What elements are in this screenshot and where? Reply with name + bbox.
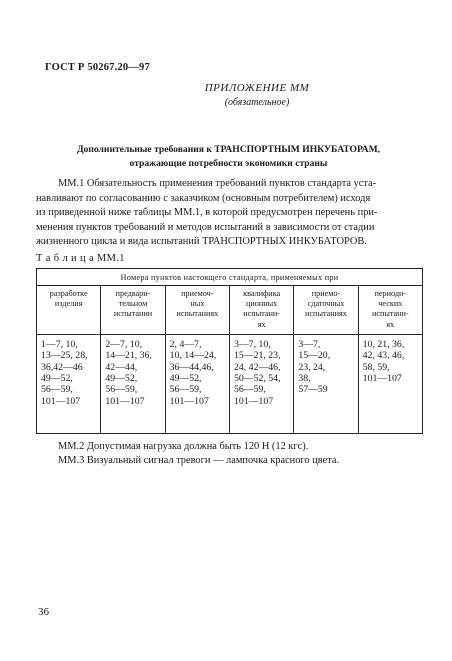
header-line: ционных <box>246 299 278 309</box>
cell-line: 23, 24, <box>298 361 326 373</box>
header-line: изделия <box>54 299 83 309</box>
cell-line: 58, 59, <box>362 361 390 373</box>
cell-line: 49—52, <box>169 373 202 385</box>
section-heading-line: Дополнительные требования к ТРАНСПОРТНЫМ ИНКУБАТОРАМ, <box>76 144 381 155</box>
appendix-status: (обязательное) <box>224 97 290 108</box>
cell-line: 10, 21, 36, <box>362 338 405 350</box>
paragraph-line: навливают по согласованию с заказчиком (основным потребителем) исходя <box>36 192 371 204</box>
standard-code: ГОСТ Р 50267.20—97 <box>45 62 150 73</box>
cell-line: 42—44, <box>105 361 138 373</box>
section-heading <box>36 143 421 171</box>
cell-line: 15—20, <box>298 350 331 362</box>
cell-qualification <box>229 334 293 433</box>
column-header-qualification <box>229 286 293 335</box>
cell-line: 56—59, <box>233 384 266 396</box>
header-line: испытании <box>113 309 153 319</box>
cell-line: 101—107 <box>105 395 145 407</box>
cell-line: 49—52, <box>105 373 138 385</box>
paragraph-line: ММ.1 Обязательность применения требований пунктов стандарта уста- <box>58 178 377 189</box>
paragraph-line: жизненного цикла и вида испытаний ТРАНСПОРТНЫХ ИНКУБАТОРОВ. <box>36 236 367 248</box>
cell-line: 15—21, 23, <box>233 350 281 362</box>
appendix-title: ПРИЛОЖЕНИЕ ММ <box>204 82 310 94</box>
cell-development <box>37 334 101 433</box>
cell-acceptance <box>165 334 229 433</box>
cell-line: 101—107 <box>41 395 81 407</box>
cell-line: 14—21, 36, <box>105 350 152 362</box>
header-line: испытани- <box>243 309 280 319</box>
column-header-delivery <box>294 286 358 335</box>
cell-line: 49—52, <box>41 373 73 385</box>
column-header-periodic <box>358 286 422 335</box>
cell-line: 10, 14—24, <box>169 350 217 362</box>
header-line: предвари- <box>115 289 151 298</box>
header-line: разработке <box>49 289 88 298</box>
cell-line: 57—59 <box>298 384 328 396</box>
section-heading-line: отражающие потребности экономики страны <box>129 158 328 169</box>
cell-line: 101—107 <box>233 395 274 407</box>
cell-periodic <box>358 334 422 433</box>
column-header-development <box>37 286 101 335</box>
paragraph-line: из приведенной ниже таблицы ММ.1, в которой предусмотрен перечень при- <box>36 207 378 219</box>
cell-line: 36,42—46 <box>41 361 83 373</box>
paragraph-line: менения пунктов требований и методов испытаний в зависимости от стадии <box>36 221 375 233</box>
column-header-acceptance <box>165 286 229 335</box>
cell-line: 24, 42—46, <box>233 361 281 373</box>
table-caption: Т а б л и ц а ММ.1 <box>36 253 125 264</box>
cell-line: 1—7, 10, <box>41 338 78 350</box>
cell-line: 42, 43, 46, <box>362 350 405 362</box>
header-line: ческих <box>378 299 403 309</box>
cell-line: 56—59, <box>41 384 73 396</box>
header-line: испытаниях <box>305 309 347 319</box>
header-line: ных <box>190 299 205 309</box>
header-line: приемо- <box>311 289 341 298</box>
requirements-table <box>36 268 423 434</box>
table-row <box>37 334 423 433</box>
header-line: испытаниях <box>176 309 219 319</box>
cell-line: 2—7, 10, <box>105 338 143 350</box>
cell-line: 2, 4—7, <box>169 338 202 350</box>
cell-delivery <box>294 334 358 433</box>
cell-line: 38, <box>298 373 311 385</box>
cell-line: 56—59, <box>169 384 202 396</box>
column-header-preliminary <box>101 286 165 335</box>
note-mm3: ММ.3 Визуальный сигнал тревоги — лампочка красного цвета. <box>58 455 340 466</box>
cell-line: 3—7, <box>298 338 321 350</box>
header-line: испытани- <box>371 309 409 319</box>
cell-line: 101—107 <box>362 373 402 385</box>
header-line: приемоч- <box>181 289 214 298</box>
header-line: тельном <box>118 299 148 309</box>
table-span-header: Номера пунктов настоящего стандарта, применяемых при <box>37 269 423 286</box>
cell-line: 3—7, 10, <box>233 338 271 350</box>
cell-line: 50—52, 54, <box>233 373 281 385</box>
cell-line: 13—25, 28, <box>41 350 88 362</box>
note-mm2: ММ.2 Допустимая нагрузка должна быть 120 Н (12 кгс). <box>58 441 309 452</box>
header-line: ях <box>257 319 266 329</box>
header-line: периоди- <box>374 289 407 298</box>
page-number: 36 <box>38 606 49 618</box>
header-line: ях <box>386 319 395 329</box>
cell-line: 36—44,46, <box>169 361 214 373</box>
cell-line: 56—59, <box>105 384 138 396</box>
header-line: сдаточных <box>307 299 345 309</box>
cell-line: 101—107 <box>169 395 209 407</box>
cell-preliminary <box>101 334 165 433</box>
paragraph-mm1 <box>36 177 421 250</box>
header-line: квалифика <box>243 289 281 298</box>
